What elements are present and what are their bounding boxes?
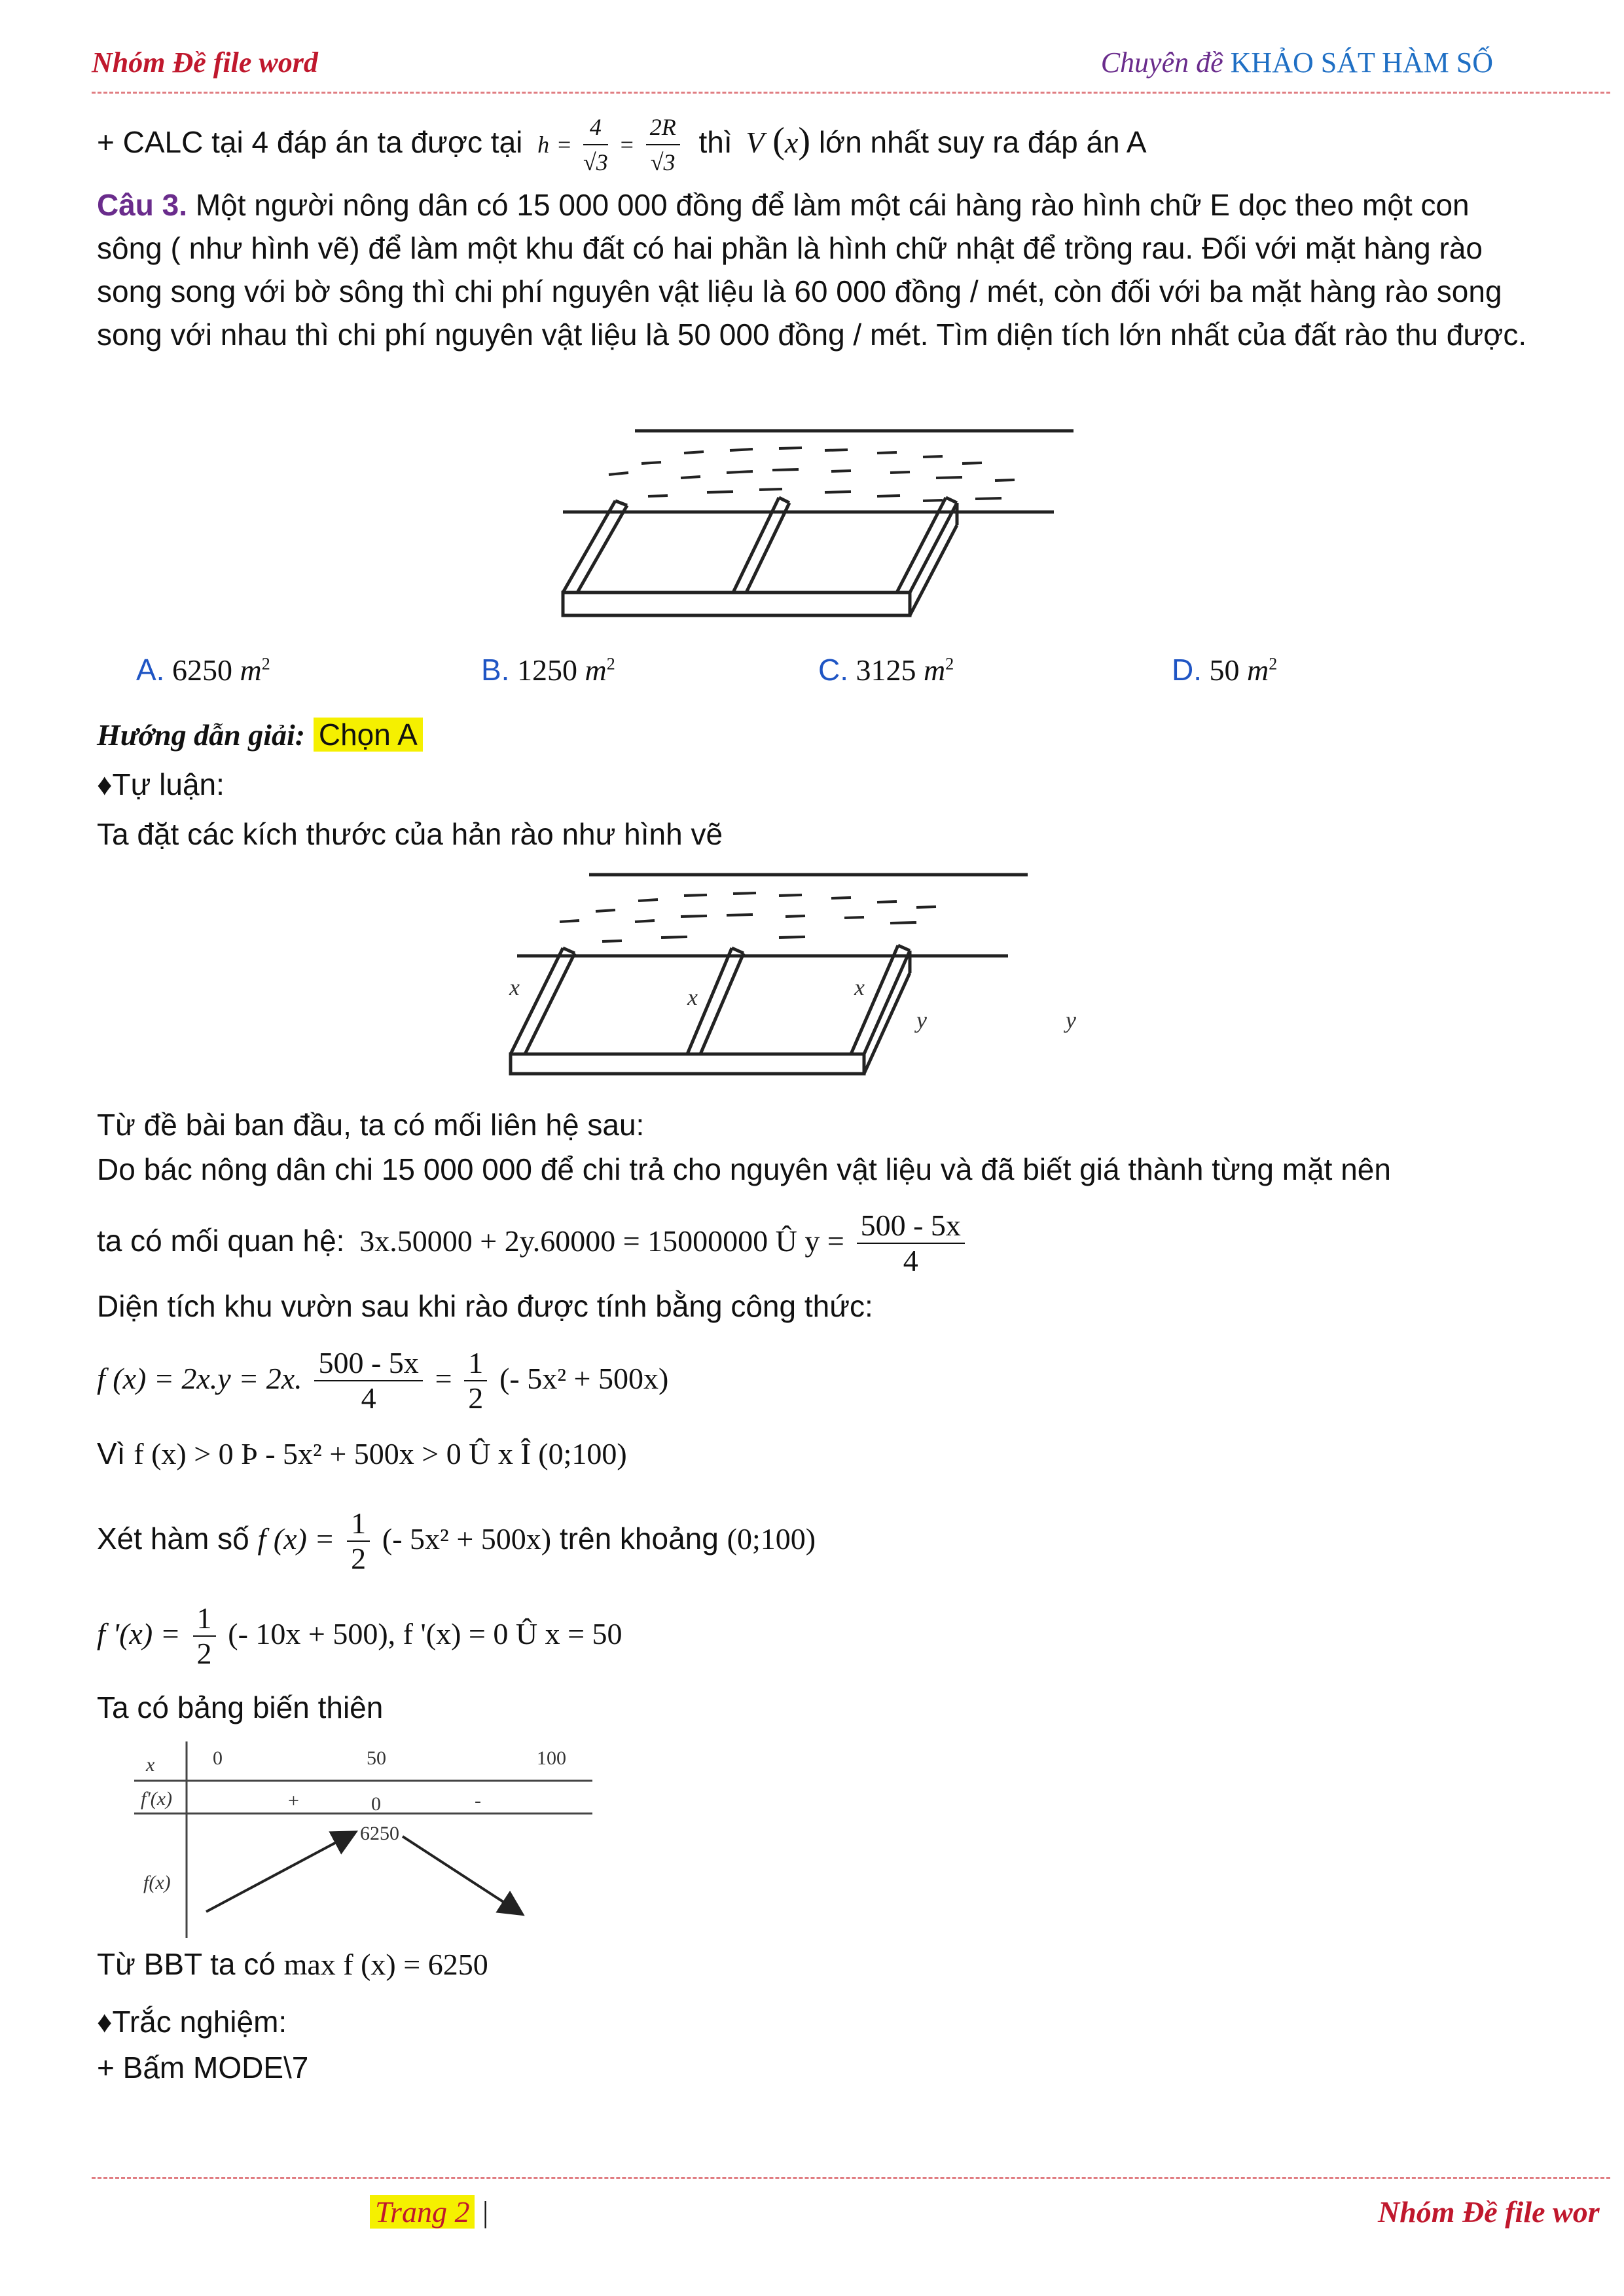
fig2-label-x2: x xyxy=(687,984,698,1010)
option-d-exp: 2 xyxy=(1269,654,1278,674)
derivative-line xyxy=(97,1594,623,1673)
calc-frac-1 xyxy=(583,110,608,179)
function-eq-b: (- 5x² + 500x) xyxy=(382,1522,552,1556)
option-a[interactable] xyxy=(136,652,270,687)
option-c-value: 3125 xyxy=(856,653,916,687)
question-text: Một người nông dân có 15 000 000 đồng để làm một cái hàng rào hình chữ E dọc theo một con sông ( như hình vẽ) để làm một khu đất có hai phần là hình chữ nhật để trồng rau. Đối với mặt hàng rào song song với bờ sông thì chi phí nguyên vật liệu là 60 000 đồng / mét, còn đối với ba mặt hàng rào song song với nhau thì chi phí nguyên vật liệu là 50 000 đồng / mét. Tìm diện tích lớn nhất của đất rào thu được. xyxy=(97,188,1527,352)
fig2-label-x1: x xyxy=(509,974,520,1000)
option-c-letter: C. xyxy=(818,653,848,687)
function-interval: (0;100) xyxy=(727,1522,816,1556)
bbt-x-0: 0 xyxy=(213,1747,223,1769)
area-half-num: 1 xyxy=(464,1346,487,1381)
footer-page-number: Trang 2 xyxy=(370,2195,475,2229)
bbt-result-eq: max f (x) = 6250 xyxy=(283,1948,488,1981)
function-prefix: Xét hàm số xyxy=(97,1522,249,1556)
calc-then: thì xyxy=(698,125,732,160)
option-c-exp: 2 xyxy=(945,654,954,674)
option-d-letter: D. xyxy=(1172,653,1202,687)
calc-eq2: = xyxy=(620,132,634,158)
function-half xyxy=(347,1506,370,1576)
calc-frac-2-num: 2R xyxy=(646,110,680,145)
fig2-label-y2: y xyxy=(1066,1007,1076,1033)
condition-prefix: Vì xyxy=(97,1436,126,1470)
bbt-decrease-arrow xyxy=(403,1836,520,1913)
relation-prefix: ta có mối quan hệ: xyxy=(97,1224,345,1258)
calc-frac-2 xyxy=(646,110,680,179)
header-divider xyxy=(92,92,1610,94)
function-line xyxy=(97,1499,816,1578)
bbt-row-fp: f'(x) xyxy=(141,1788,173,1810)
calc-frac-1-num: 4 xyxy=(583,110,608,145)
option-a-unit: m xyxy=(240,653,262,687)
option-d-unit: m xyxy=(1247,653,1269,687)
area-half-den: 2 xyxy=(468,1381,484,1415)
dimensions-intro: Ta đặt các kích thước của hản rào như hình vẽ xyxy=(97,817,723,851)
option-d-value: 50 xyxy=(1209,653,1240,687)
fig2-label-x3: x xyxy=(854,974,865,1000)
relation-frac-num: 500 - 5x xyxy=(857,1209,965,1244)
relation-intro: Từ đề bài ban đầu, ta có mối liên hệ sau: xyxy=(97,1108,645,1142)
bbt-row-x: x xyxy=(146,1754,155,1776)
function-half-den: 2 xyxy=(351,1541,367,1575)
bbt-f-max: 6250 xyxy=(360,1823,399,1844)
calc-suffix: lớn nhất suy ra đáp án A xyxy=(818,125,1147,160)
bbt-x-100: 100 xyxy=(537,1747,566,1769)
tu-luan-heading: ♦Tự luận: xyxy=(97,767,225,801)
bbt-fp-zero: 0 xyxy=(371,1793,381,1815)
option-b-letter: B. xyxy=(481,653,510,687)
footer-separator: | xyxy=(482,2195,489,2229)
calc-eq1: = xyxy=(557,132,571,158)
option-c-unit: m xyxy=(924,653,946,687)
trac-nghiem-heading: ♦Trắc nghiệm: xyxy=(97,2005,287,2039)
water-dashes xyxy=(609,448,1015,501)
derivative-a: f '(x) = xyxy=(97,1617,181,1650)
function-half-num: 1 xyxy=(347,1506,370,1542)
derivative-half-den: 2 xyxy=(196,1636,212,1670)
footer-divider xyxy=(92,2177,1610,2179)
condition-line xyxy=(97,1434,627,1474)
bbt-x-50: 50 xyxy=(367,1747,386,1769)
condition-eq: f (x) > 0 Þ - 5x² + 500x > 0 Û x Î (0;100) xyxy=(134,1437,627,1470)
calc-line: + CALC tại 4 đáp án ta được tại h = $\frac{4}{√3}$ = $\frac{2R}{√3}$ thì V (x) lớn nhất suy ra đáp án A xyxy=(97,110,1147,179)
relation-equation-line xyxy=(97,1205,969,1278)
option-b-value: 1250 xyxy=(516,653,577,687)
calc-frac-2-den: √3 xyxy=(650,149,676,175)
calc-V: V xyxy=(746,126,765,160)
option-a-exp: 2 xyxy=(261,654,270,674)
bbt-fp-minus: - xyxy=(475,1790,481,1812)
option-a-letter: A. xyxy=(136,653,165,687)
calc-prefix: + CALC tại 4 đáp án ta được tại xyxy=(97,125,523,160)
function-mid: trên khoảng xyxy=(559,1522,719,1556)
area-frac-den: 4 xyxy=(361,1381,376,1415)
fig2-label-y1: y xyxy=(916,1007,927,1033)
area-eq-c: (- 5x² + 500x) xyxy=(499,1362,669,1395)
option-b-exp: 2 xyxy=(606,654,615,674)
relation-frac-den: 4 xyxy=(903,1243,918,1277)
option-b-unit: m xyxy=(585,653,607,687)
relation-text: Do bác nông dân chi 15 000 000 để chi trả cho nguyên vật liệu và đã biết giá thành từng mặt nên xyxy=(97,1152,1391,1186)
footer-right-title: Nhóm Đề file wor xyxy=(1378,2195,1600,2229)
header-left-title: Nhóm Đề file word xyxy=(92,46,318,79)
relation-frac xyxy=(857,1209,965,1278)
bbt-intro: Ta có bảng biến thiên xyxy=(97,1690,384,1724)
area-eq-b: = xyxy=(435,1362,452,1395)
area-intro: Diện tích khu vườn sau khi rào được tính bằng công thức: xyxy=(97,1289,873,1323)
option-a-value: 6250 xyxy=(171,653,232,687)
bbt-result-line xyxy=(97,1944,488,1984)
derivative-half-num: 1 xyxy=(193,1601,216,1637)
option-c[interactable] xyxy=(818,652,954,687)
area-frac xyxy=(314,1346,422,1415)
area-eq-a: f (x) = 2x.y = 2x. xyxy=(97,1362,302,1395)
function-eq-a: f (x) = xyxy=(257,1522,335,1556)
bbt-row-f: f(x) xyxy=(143,1872,171,1893)
header-topic-prefix: Chuyên đề xyxy=(1100,46,1223,79)
header-topic: KHẢO SÁT HÀM SỐ xyxy=(1230,46,1493,79)
bbt-increase-arrow xyxy=(206,1833,353,1912)
calc-frac-1-den: √3 xyxy=(583,149,608,175)
footer-page xyxy=(370,2195,488,2229)
header-right-title xyxy=(1101,46,1493,79)
fence-figure-1 xyxy=(543,412,1100,642)
guide-line xyxy=(97,715,423,755)
calc-h: h xyxy=(537,132,550,158)
option-d[interactable] xyxy=(1172,652,1277,687)
mode-instruction: + Bấm MODE\7 xyxy=(97,2050,309,2085)
option-b[interactable] xyxy=(481,652,615,687)
fence-figure-2 xyxy=(497,864,1100,1100)
calc-x: x xyxy=(784,126,799,160)
bbt-result-prefix: Từ BBT ta có xyxy=(97,1947,276,1981)
variation-table xyxy=(134,1741,605,1938)
derivative-half xyxy=(193,1601,216,1671)
derivative-b: (- 10x + 500), f '(x) = 0 Û x = 50 xyxy=(228,1617,623,1650)
area-frac-num: 500 - 5x xyxy=(314,1346,422,1381)
fence-front-rail xyxy=(563,592,910,615)
bbt-fp-plus: + xyxy=(288,1790,299,1812)
guide-answer: Chọn A xyxy=(314,718,423,752)
area-equation xyxy=(97,1339,668,1418)
relation-eq: 3x.50000 + 2y.60000 = 15000000 Û y = xyxy=(359,1224,844,1258)
area-half xyxy=(464,1346,487,1415)
question-paragraph xyxy=(97,183,1537,356)
guide-label: Hướng dẫn giải: xyxy=(97,718,306,752)
question-label: Câu 3. xyxy=(97,188,188,222)
